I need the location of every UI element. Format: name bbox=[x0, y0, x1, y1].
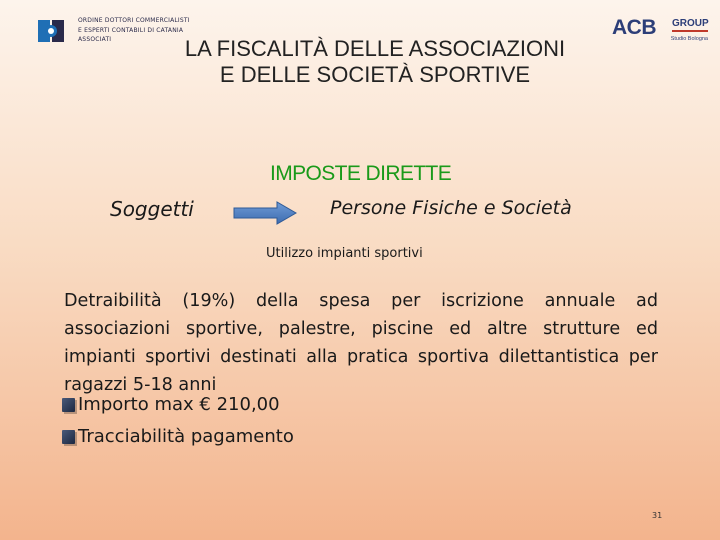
bullet-square-icon bbox=[62, 430, 75, 444]
logo-line: ORDINE DOTTORI COMMERCIALISTI bbox=[78, 17, 190, 24]
logo-brand: ACB bbox=[612, 16, 656, 39]
logo-underline bbox=[672, 30, 708, 32]
logo-tagline: Studio Bologna bbox=[670, 36, 708, 42]
bullet-item bbox=[62, 426, 294, 447]
logo-mark-icon bbox=[38, 16, 64, 46]
bullet-square-icon bbox=[62, 398, 75, 412]
bullet-item bbox=[62, 394, 280, 415]
logo-group: GROUP bbox=[672, 18, 709, 29]
title-line-1: LA FISCALITÀ DELLE ASSOCIAZIONI bbox=[184, 36, 566, 61]
bullet-text: Tracciabilità pagamento bbox=[78, 426, 294, 447]
page-number: 31 bbox=[652, 511, 663, 520]
deduction-paragraph: Detraibilità (19%) della spesa per iscrizione annuale ad associazioni sportive, palestre, piscine ed altre strutture ed impianti sportivi destinati alla pratica sportiva dilettantistica per ragazzi 5-18 anni bbox=[64, 291, 658, 395]
bullet-text: Importo max € 210,00 bbox=[78, 394, 280, 415]
subject-value: Persone Fisiche e Società bbox=[330, 197, 572, 219]
section-heading: IMPOSTE DIRETTE bbox=[270, 162, 452, 185]
subject-label: Soggetti bbox=[110, 197, 194, 221]
title-line-2: E DELLE SOCIETÀ SPORTIVE bbox=[219, 62, 531, 87]
right-arrow-icon bbox=[233, 201, 297, 225]
topic-label: Utilizzo impianti sportivi bbox=[266, 246, 423, 261]
logo-line: E ESPERTI CONTABILI DI CATANIA bbox=[78, 26, 184, 34]
slide-title bbox=[120, 36, 630, 88]
logo-line: ASSOCIATI bbox=[78, 36, 112, 43]
